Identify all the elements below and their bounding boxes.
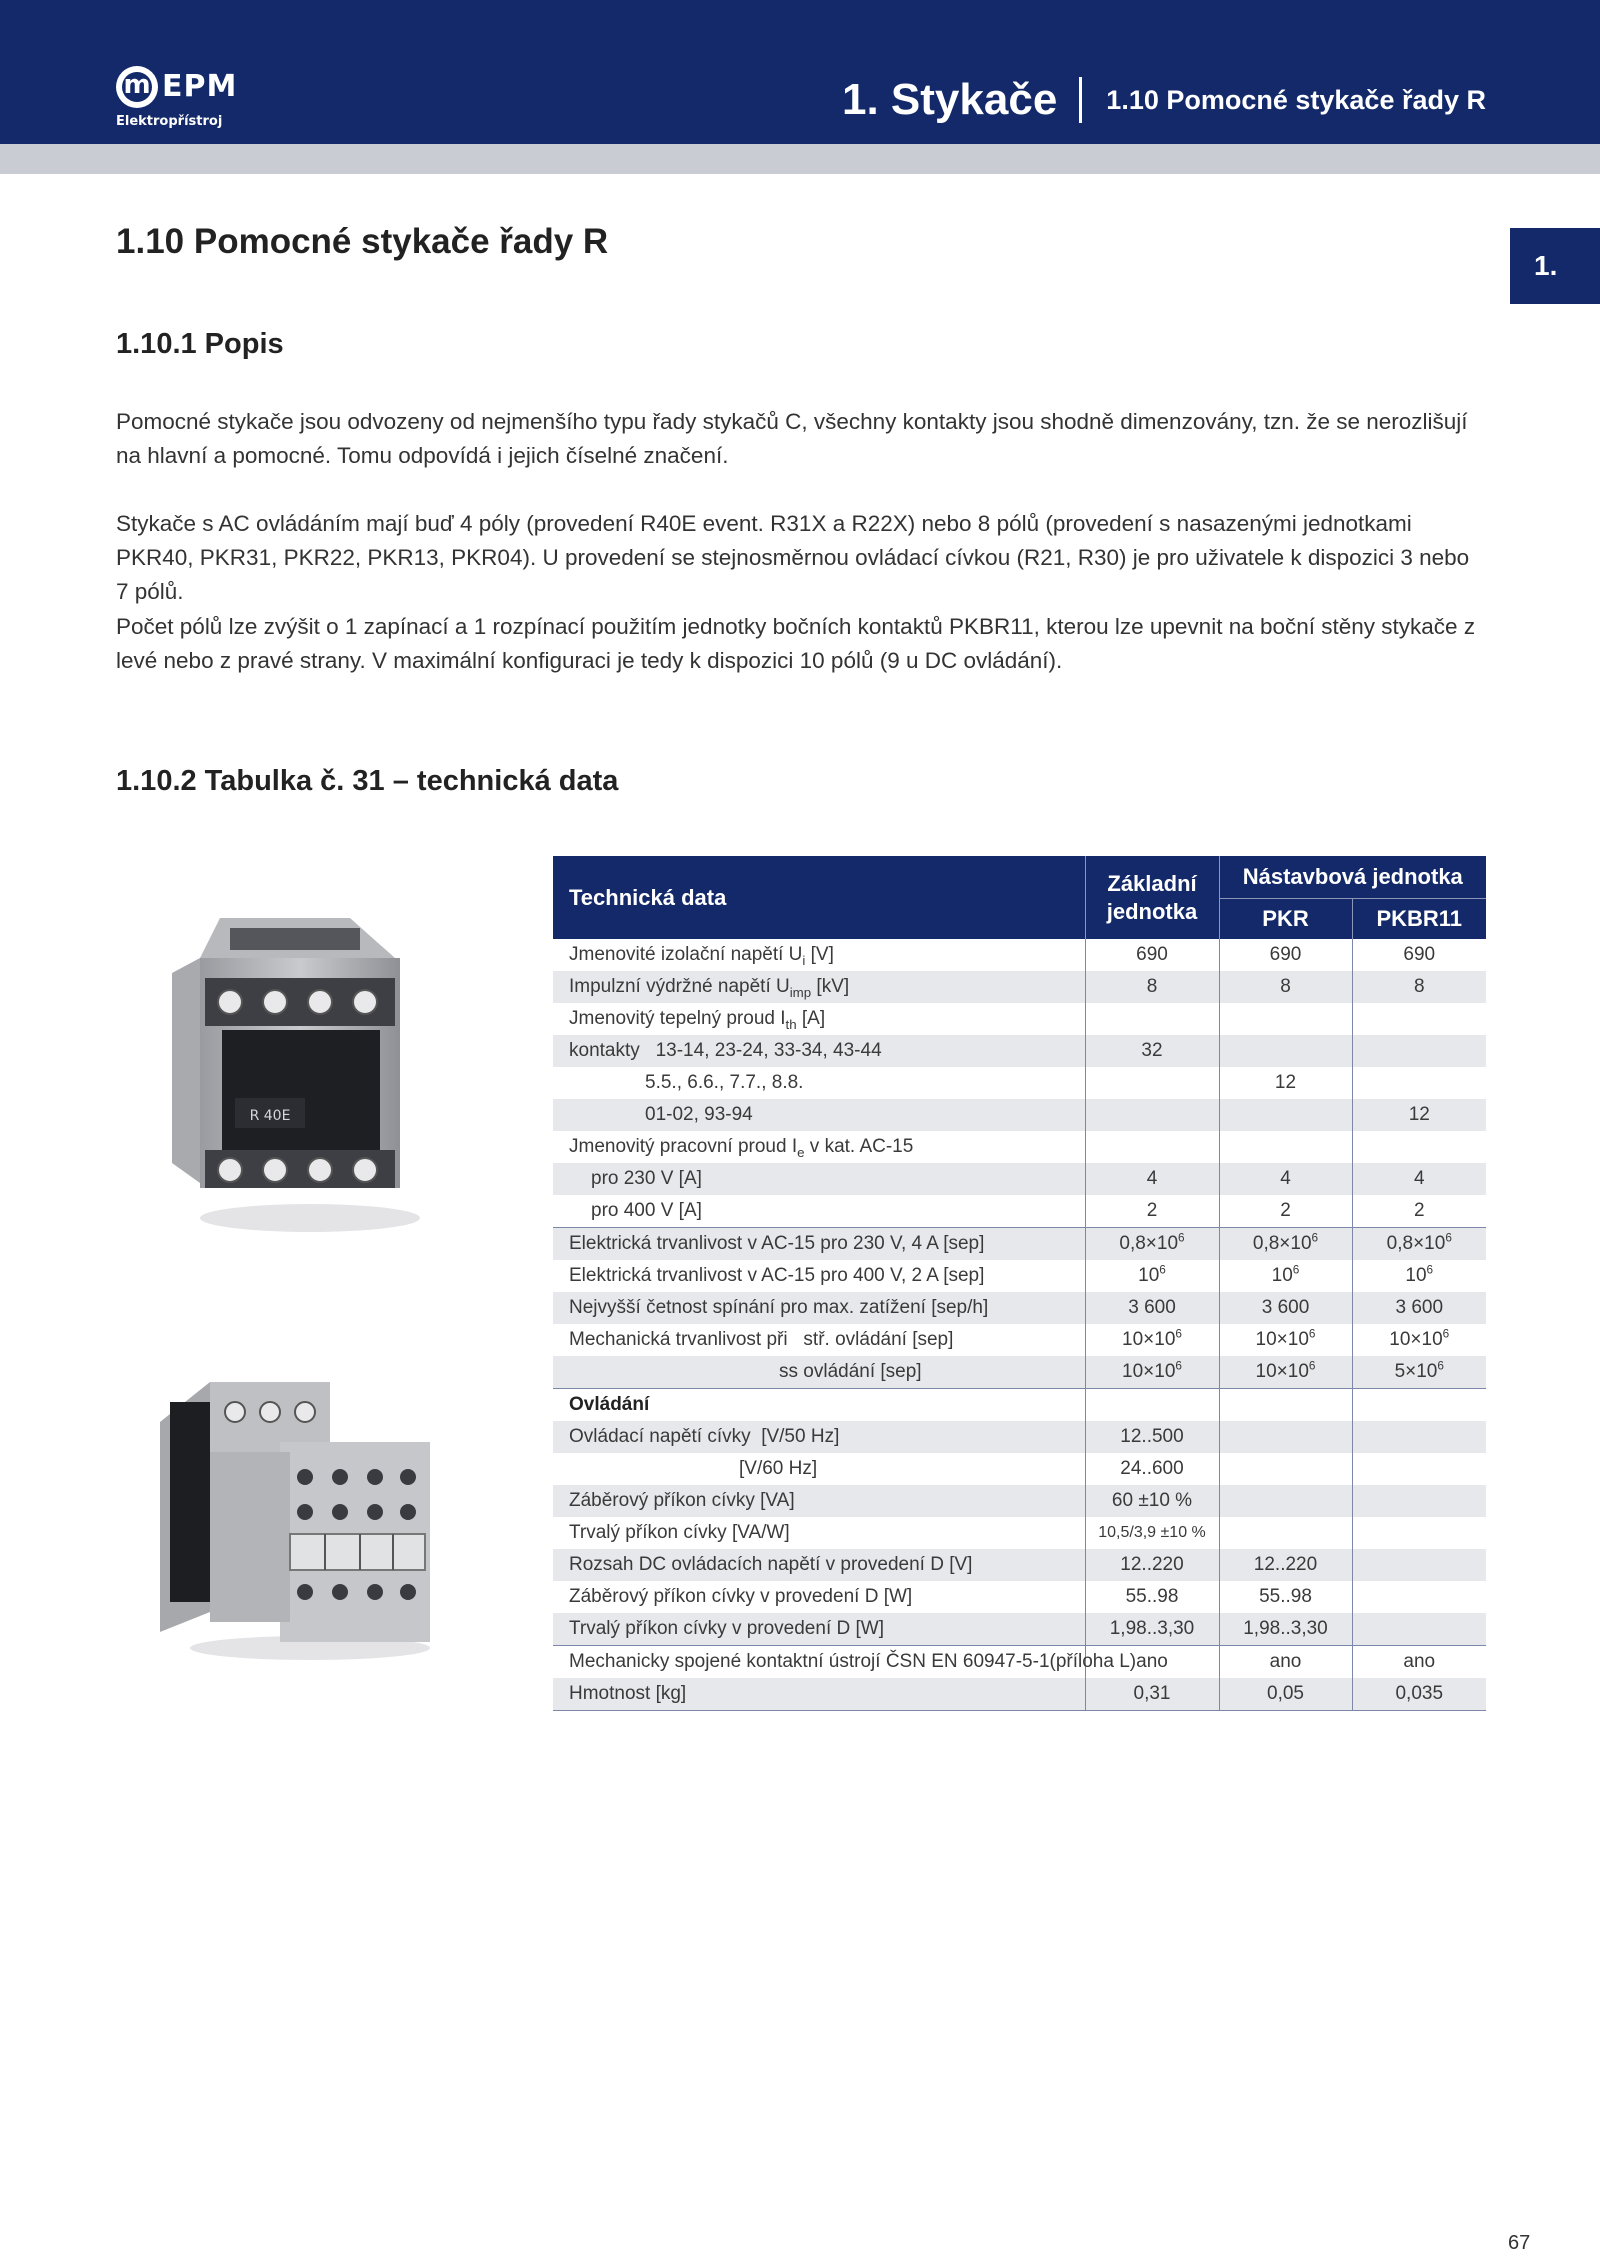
cell-pkbr11: ano (1352, 1646, 1486, 1679)
cell-pkbr11 (1352, 1485, 1486, 1517)
cell-base (1085, 1099, 1219, 1131)
cell-pkbr11 (1352, 1421, 1486, 1453)
page-title: 1.10 Pomocné stykače řady R (116, 222, 609, 261)
cell-pkbr11 (1352, 1131, 1486, 1163)
cell-base (1085, 1389, 1219, 1422)
technical-data-table (553, 856, 1486, 1711)
header-addon-unit: Nástavbová jednotka (1219, 856, 1486, 899)
cell-pkr (1219, 1131, 1352, 1163)
row-label: Impulzní výdržné napětí U (569, 976, 790, 997)
cell-pkbr11 (1352, 1356, 1486, 1389)
value-base: 10 (1405, 1265, 1427, 1286)
epm-logo-mark-icon (116, 66, 158, 108)
cell-pkbr11 (1352, 1549, 1486, 1581)
cell-pkbr11 (1352, 1035, 1486, 1067)
table-row (553, 1099, 1486, 1131)
cell-pkbr11: 0,035 (1352, 1678, 1486, 1711)
value-base: 5×10 (1394, 1361, 1438, 1382)
page-number: 67 (1508, 2232, 1531, 2254)
page-header (0, 0, 1600, 144)
cell-pkr: 12..220 (1219, 1549, 1352, 1581)
value-base: 0,8×10 (1386, 1233, 1446, 1254)
chapter-title: 1. Stykače (842, 75, 1058, 124)
table-row (553, 1003, 1486, 1035)
table-row (553, 1549, 1486, 1581)
cell-pkr: 0,05 (1219, 1678, 1352, 1711)
cell-pkr: 3 600 (1219, 1292, 1352, 1324)
row-label-unit: v kat. AC-15 (804, 1136, 914, 1157)
cell-base (1085, 1356, 1219, 1389)
logo-text: EPM (162, 69, 238, 104)
cell-pkbr11 (1352, 1260, 1486, 1292)
table-row (553, 939, 1486, 971)
value-base: 10×10 (1389, 1329, 1443, 1350)
row-label-sub: e (797, 1144, 805, 1160)
value-base: 0,8×10 (1119, 1233, 1179, 1254)
table-row (553, 1678, 1486, 1711)
value-exponent: 6 (1175, 1359, 1182, 1373)
table-row (553, 1421, 1486, 1453)
epm-logo (116, 66, 276, 138)
value-base: 10×10 (1122, 1329, 1176, 1350)
cell-base (1085, 1067, 1219, 1099)
cell-pkr (1219, 1389, 1352, 1422)
header-title (842, 72, 1486, 128)
row-label-sub: i (802, 952, 806, 968)
header-strip (0, 144, 1600, 174)
table-row (553, 1485, 1486, 1517)
table-row (553, 1131, 1486, 1163)
value-exponent: 6 (1442, 1327, 1450, 1341)
value-base: 10×10 (1255, 1329, 1309, 1350)
row-label: Mechanická trvanlivost při stř. ovládání [sep] (569, 1329, 954, 1350)
row-label: 01-02, 93-94 (645, 1104, 753, 1125)
table-row (553, 1228, 1486, 1261)
logo-subtitle: Elektropřístroj (116, 114, 223, 129)
cell-pkbr11 (1352, 1453, 1486, 1485)
value-exponent: 6 (1311, 1231, 1319, 1245)
row-label: pro 400 V [A] (591, 1200, 702, 1221)
cell-pkr (1219, 1324, 1352, 1356)
row-label-sub: th (785, 1016, 797, 1032)
row-label: Trvalý příkon cívky v provedení D [W] (553, 1613, 1085, 1646)
table-row (553, 1324, 1486, 1356)
cell-pkbr11: 3 600 (1352, 1292, 1486, 1324)
cell-base: 32 (1085, 1035, 1219, 1067)
value-exponent: 6 (1437, 1359, 1444, 1373)
section-heading-tabulka: 1.10.2 Tabulka č. 31 – technická data (116, 765, 619, 797)
cell-pkr: 55..98 (1219, 1581, 1352, 1613)
row-label: Trvalý příkon cívky [VA/W] (569, 1522, 790, 1543)
cell-pkbr11 (1352, 1613, 1486, 1646)
paragraph-1: Pomocné stykače jsou odvozeny od nejmenšího typu řady stykačů C, všechny kontakty jsou shodně dimenzovány, tzn. že se nerozlišují na hlavní a pomocné. Tomu odpovídá i jejich číselné značení. (116, 409, 1468, 468)
row-label-unit: [kV] (811, 976, 850, 997)
value-exponent: 6 (1445, 1231, 1452, 1245)
row-label: Záběrový příkon cívky [VA] (553, 1485, 1085, 1517)
value-exponent: 6 (1292, 1263, 1300, 1277)
value-base: 10×10 (1255, 1361, 1309, 1382)
cell-base: 3 600 (1085, 1292, 1219, 1324)
table-row (553, 1453, 1486, 1485)
header-base-unit (1085, 856, 1219, 939)
cell-base: 10,5/3,9 ±10 % (1085, 1517, 1219, 1549)
table-row (553, 1517, 1486, 1549)
cell-base: 690 (1085, 939, 1219, 971)
section-heading-popis: 1.10.1 Popis (116, 328, 284, 360)
value-base: 10 (1138, 1265, 1160, 1286)
cell-pkbr11: 8 (1352, 971, 1486, 1003)
row-label-unit: [A] (796, 1008, 826, 1029)
cell-pkr (1219, 1260, 1352, 1292)
cell-pkr (1219, 1035, 1352, 1067)
cell-pkr (1219, 1453, 1352, 1485)
row-label: Nejvyšší četnost spínání pro max. zatížení [sep/h] (553, 1292, 1085, 1324)
cell-pkr: 1,98..3,30 (1219, 1613, 1352, 1646)
cell-pkbr11 (1352, 1228, 1486, 1261)
header-base-unit-line2: jednotka (1106, 898, 1198, 924)
cell-pkr (1219, 1356, 1352, 1389)
cell-base (1085, 1003, 1219, 1035)
cell-base: 55..98 (1085, 1581, 1219, 1613)
chapter-tab: 1. (1510, 228, 1600, 304)
cell-base: 24..600 (1085, 1453, 1219, 1485)
paragraph-3: Počet pólů lze zvýšit o 1 zapínací a 1 rozpínací použitím jednotky bočních kontaktů PKBR11, kterou lze upevnit na boční stěny stykače z levé nebo z pravé strany. V maximální konfiguraci je tedy k dispozici 10 pólů (9 u DC ovládání). (116, 614, 1476, 673)
row-label: [V/60 Hz] (739, 1458, 818, 1479)
table-row (553, 1646, 1486, 1679)
value-base: 10×10 (1122, 1361, 1176, 1382)
paragraph-2: Stykače s AC ovládáním mají buď 4 póly (provedení R40E event. R31X a R22X) nebo 8 pólů (provedení s nasazenými jednotkami PKR40, PKR31, PKR22, PKR13, PKR04). U provedení se stejnosměrnou ovládací cívkou (R21, R30) je pro uživatele k dispozici 3 nebo 7 pólů. (116, 511, 1470, 604)
cell-base (1085, 1324, 1219, 1356)
table-row (553, 1613, 1486, 1646)
header-base-unit-line1: Základní (1107, 870, 1197, 896)
cell-pkbr11 (1352, 1324, 1486, 1356)
cell-pkr: 12 (1219, 1067, 1352, 1099)
cell-base: 60 ±10 % (1085, 1485, 1219, 1517)
table-row (553, 1389, 1486, 1422)
row-label: ss ovládání [sep] (779, 1361, 922, 1382)
row-label: Hmotnost [kg] (553, 1678, 1085, 1711)
cell-pkr (1219, 1228, 1352, 1261)
value-base: 10 (1271, 1265, 1293, 1286)
contactor-label: R 40E (249, 1108, 291, 1124)
cell-base: 0,31 (1085, 1678, 1219, 1711)
table-row (553, 1356, 1486, 1389)
row-label-sub: imp (789, 984, 812, 1000)
row-label: Elektrická trvanlivost v AC-15 pro 230 V, 4 A [sep] (553, 1228, 1085, 1261)
header-pkr: PKR (1219, 899, 1352, 940)
row-label: 5.5., 6.6., 7.7., 8.8. (645, 1072, 804, 1093)
cell-pkbr11 (1352, 1581, 1486, 1613)
row-label: Ovládací napětí cívky [V/50 Hz] (553, 1421, 1085, 1453)
row-label: kontakty 13-14, 23-24, 33-34, 43-44 (553, 1035, 1085, 1067)
row-label-group: Ovládání (553, 1389, 1085, 1422)
cell-base: 2 (1085, 1195, 1219, 1228)
cell-pkr: ano (1219, 1646, 1352, 1679)
value-exponent: 6 (1159, 1263, 1166, 1277)
cell-pkbr11 (1352, 1003, 1486, 1035)
cell-pkr (1219, 1003, 1352, 1035)
row-label: Jmenovité izolační napětí U (569, 944, 803, 965)
cell-pkbr11: 2 (1352, 1195, 1486, 1228)
table-row (553, 1581, 1486, 1613)
cell-pkr (1219, 1517, 1352, 1549)
cell-pkr (1219, 1485, 1352, 1517)
contactor-photo-bottom (150, 1362, 440, 1662)
contactor-photo-top (160, 918, 420, 1238)
row-label: Elektrická trvanlivost v AC-15 pro 400 V, 2 A [sep] (569, 1265, 985, 1286)
cell-base: 4 (1085, 1163, 1219, 1195)
cell-base (1085, 1228, 1219, 1261)
value-exponent: 6 (1175, 1327, 1182, 1341)
row-label: Jmenovitý tepelný proud I (569, 1008, 786, 1029)
table-row (553, 971, 1486, 1003)
table-row (553, 1067, 1486, 1099)
value-exponent: 6 (1308, 1359, 1316, 1373)
value-base: 0,8×10 (1252, 1233, 1312, 1254)
value-exponent: 6 (1426, 1263, 1434, 1277)
table-row (553, 1260, 1486, 1292)
table-row (553, 1163, 1486, 1195)
cell-base (1085, 1260, 1219, 1292)
row-label: pro 230 V [A] (591, 1168, 702, 1189)
cell-base: ano (1085, 1646, 1219, 1679)
cell-pkbr11: 12 (1352, 1099, 1486, 1131)
cell-pkr: 690 (1219, 939, 1352, 971)
table-row (553, 1035, 1486, 1067)
cell-base: 1,98..3,30 (1085, 1613, 1219, 1646)
header-technical-data: Technická data (553, 856, 1085, 939)
cell-pkbr11 (1352, 1517, 1486, 1549)
cell-pkbr11: 690 (1352, 939, 1486, 971)
cell-pkbr11 (1352, 1067, 1486, 1099)
header-divider (1079, 77, 1082, 123)
cell-base: 12..500 (1085, 1421, 1219, 1453)
row-label: Mechanicky spojené kontaktní ústrojí ČSN EN 60947-5-1(příloha L) (553, 1646, 1085, 1679)
cell-pkbr11 (1352, 1389, 1486, 1422)
cell-pkr: 2 (1219, 1195, 1352, 1228)
value-exponent: 6 (1308, 1327, 1316, 1341)
header-pkbr11: PKBR11 (1352, 899, 1486, 940)
cell-pkr (1219, 1421, 1352, 1453)
row-label: Záběrový příkon cívky v provedení D [W] (569, 1586, 913, 1607)
cell-pkr: 4 (1219, 1163, 1352, 1195)
cell-base: 8 (1085, 971, 1219, 1003)
cell-pkbr11: 4 (1352, 1163, 1486, 1195)
cell-base (1085, 1131, 1219, 1163)
row-label: Jmenovitý pracovní proud I (569, 1136, 798, 1157)
cell-pkr: 8 (1219, 971, 1352, 1003)
row-label-unit: [V] (805, 944, 834, 965)
table-row (553, 1195, 1486, 1228)
cell-pkr (1219, 1099, 1352, 1131)
section-title: 1.10 Pomocné stykače řady R (1106, 84, 1486, 115)
table-row (553, 1292, 1486, 1324)
row-label: Rozsah DC ovládacích napětí v provedení D [V] (553, 1549, 1085, 1581)
cell-base: 12..220 (1085, 1549, 1219, 1581)
value-exponent: 6 (1178, 1231, 1185, 1245)
